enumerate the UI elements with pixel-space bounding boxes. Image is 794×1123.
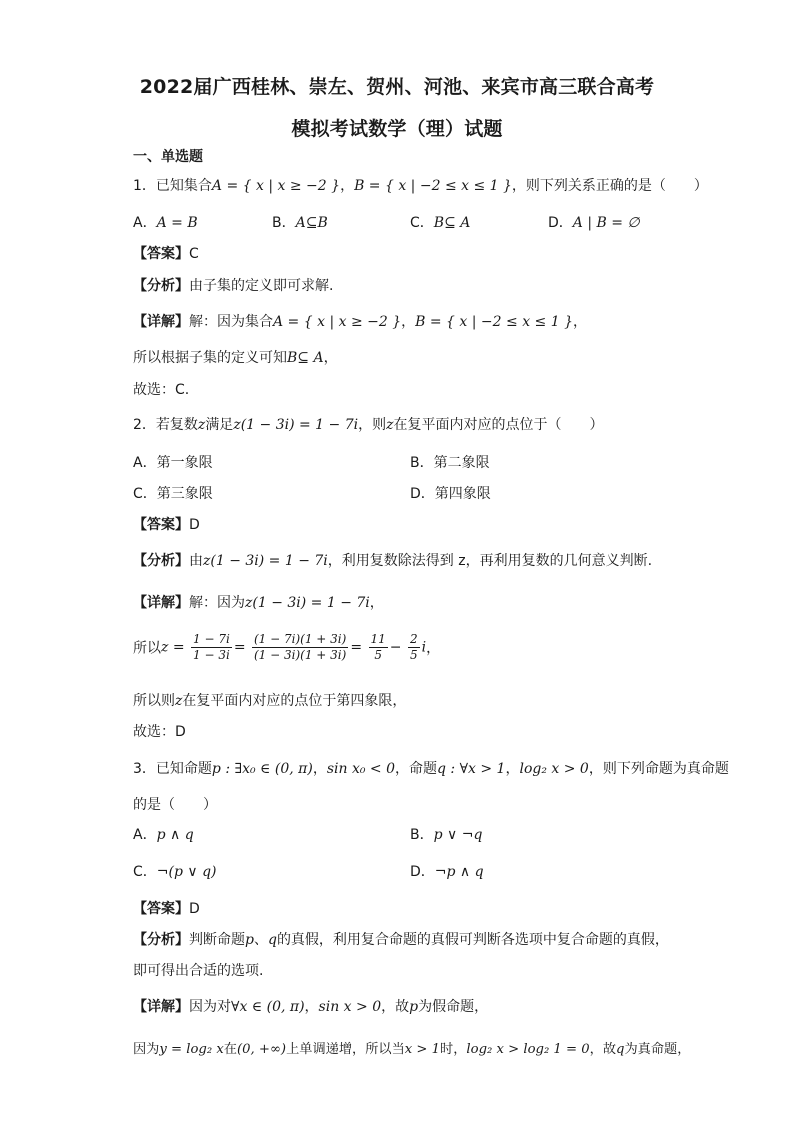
q3-stem (133, 760, 729, 778)
q2-fraction-line (133, 632, 440, 663)
detail-text: 为真命题， (624, 1042, 691, 1057)
equals-sign: = (350, 639, 363, 656)
answer-tag: 【答案】 (133, 901, 189, 917)
option-letter: B． (410, 827, 434, 843)
detail-math: sin x > 0 (318, 999, 382, 1015)
q2-choose: 故选：D (133, 724, 186, 740)
detail-text: ， (401, 314, 416, 330)
analysis-tag: 【分析】 (133, 553, 189, 569)
detail-math: log₂ x > log₂ 1 = 0 (466, 1042, 590, 1057)
q2-option-c: C．第三象限 (133, 486, 213, 502)
detail-math: B⊆ A (287, 350, 324, 366)
q1-set-a: A = { x | x ≥ −2 } (211, 178, 341, 194)
q1-detail-line2 (133, 349, 338, 367)
q1-set-b: B = { x | −2 ≤ x ≤ 1 } (354, 178, 512, 194)
q2-option-a: A．第一象限 (133, 455, 213, 471)
option-letter: D． (548, 215, 573, 231)
q3-detail-line2 (133, 1041, 690, 1059)
q1-option-a (133, 214, 198, 232)
fraction-3 (369, 632, 388, 663)
answer-tag: 【答案】 (133, 517, 189, 533)
detail-text: ， (323, 350, 338, 366)
fraction-2 (252, 632, 348, 663)
q2-answer (133, 516, 200, 534)
q2-option-d: D．第四象限 (410, 486, 491, 502)
option-letter: B． (272, 215, 296, 231)
denominator: (1 − 3i)(1 + 3i) (254, 648, 347, 662)
denominator: 5 (409, 648, 418, 662)
section-heading: 一、单选题 (133, 149, 203, 165)
stem-text: ， (505, 761, 520, 777)
stem-math: z(1 − 3i) = 1 − 7i (233, 417, 359, 433)
detail-text: 所以 (133, 640, 161, 657)
detail-text: 解：因为 (189, 595, 245, 611)
minus-sign: − (389, 639, 402, 656)
q1-choose: 故选：C. (133, 382, 190, 398)
stem-text: ，命题 (395, 761, 437, 777)
stem-math: p : ∃x₀ ∈ (0, π) (211, 761, 313, 777)
analysis-text: 由 (189, 553, 203, 569)
detail-text: 所以根据子集的定义可知 (133, 350, 287, 366)
detail-text: 因为对 (189, 999, 231, 1015)
q1-stem (133, 177, 708, 195)
stem-text: ， (312, 761, 327, 777)
detail-math: q (616, 1042, 625, 1057)
option-math: A⊆B (295, 215, 328, 231)
detail-text: ， (369, 595, 384, 611)
q1-answer (133, 245, 199, 263)
option-letter: C． (133, 864, 157, 880)
detail-text: 在 (223, 1042, 237, 1057)
fraction-4 (408, 632, 420, 663)
stem-math: sin x₀ < 0 (326, 761, 395, 777)
option-math: ¬p ∧ q (434, 864, 484, 880)
numerator: 2 (409, 632, 418, 646)
stem-math: z (386, 417, 394, 433)
doc-title-line1: 2022届广西桂林、崇左、贺州、河池、来宾市高三联合高考 (139, 76, 655, 98)
option-letter: D． (410, 864, 435, 880)
numerator: 1 − 7i (193, 632, 230, 646)
stem-math: log₂ x > 0 (519, 761, 589, 777)
option-letter: A． (133, 215, 157, 231)
detail-text: 时， (440, 1042, 467, 1057)
q2-detail (133, 594, 384, 612)
detail-tag: 【详解】 (133, 314, 189, 330)
detail-math: ∀x ∈ (0, π) (231, 999, 305, 1015)
detail-text: ，故 (381, 999, 410, 1015)
option-letter: C． (410, 215, 434, 231)
analysis-tag: 【分析】 (133, 932, 189, 948)
q2-conclusion (133, 692, 406, 710)
numerator: 11 (370, 632, 386, 646)
analysis-text: 的真假，利用复合命题的真假可判断各选项中复合命题的真假， (276, 932, 669, 948)
answer-value: D (189, 901, 200, 917)
detail-tag: 【详解】 (133, 595, 189, 611)
q3-detail (133, 998, 488, 1016)
stem-math: z (197, 417, 206, 433)
stem-text: ，则下列命题为真命题 (588, 761, 729, 777)
analysis-text: 判断命题 (189, 932, 245, 948)
q1-option-d (548, 214, 640, 232)
detail-text: 为假命题， (418, 999, 489, 1015)
detail-math: z (175, 693, 183, 709)
detail-math: A = { x | x ≥ −2 } (273, 314, 402, 330)
analysis-text: 由子集的定义即可求解. (189, 278, 334, 294)
stem-text: 在复平面内对应的点位于（ ） (393, 417, 604, 433)
analysis-math: q (267, 932, 277, 948)
equals-sign: = (233, 639, 246, 656)
answer-value: D (189, 517, 200, 533)
q3-analysis (133, 931, 669, 949)
imaginary-unit: i (421, 639, 427, 656)
option-math: p ∨ ¬q (433, 827, 483, 843)
doc-title-line2: 模拟考试数学（理）试题 (291, 118, 503, 140)
stem-math: q : ∀x > 1 (437, 761, 506, 777)
stem-text: 2．若复数 (133, 417, 198, 433)
analysis-text: 、 (253, 932, 268, 948)
q1-detail (133, 313, 587, 331)
q2-stem (133, 416, 603, 434)
q3-option-d (410, 863, 484, 881)
detail-math: p (409, 999, 419, 1015)
detail-tag: 【详解】 (133, 999, 189, 1015)
option-math: A | B = ∅ (572, 215, 640, 231)
q1-option-c (410, 214, 470, 232)
numerator: (1 − 7i)(1 + 3i) (254, 632, 347, 646)
option-math: A = B (156, 215, 198, 231)
q1-stem-b: ，则下列关系正确的是（ ） (511, 178, 708, 194)
analysis-math: p (245, 932, 254, 948)
option-math: p ∧ q (156, 827, 194, 843)
stem-text: 3．已知命题 (133, 761, 212, 777)
detail-math: z = (161, 639, 185, 656)
detail-text: ， (426, 640, 441, 657)
detail-math: y = log₂ x (159, 1042, 224, 1057)
detail-math: x > 1 (404, 1042, 441, 1057)
q3-stem-line2: 的是（ ） (133, 797, 217, 813)
detail-math: B = { x | −2 ≤ x ≤ 1 } (415, 314, 573, 330)
option-math: ¬(p ∨ q) (156, 864, 217, 880)
detail-text: 解：因为集合 (189, 314, 273, 330)
q3-option-a (133, 826, 194, 844)
stem-text: 满足 (205, 417, 234, 433)
q1-comma: ， (340, 178, 355, 194)
q1-analysis (133, 277, 333, 295)
detail-text: 因为 (133, 1042, 160, 1057)
q3-option-c (133, 863, 217, 881)
denominator: 5 (374, 648, 382, 662)
q2-analysis (133, 552, 652, 570)
answer-tag: 【答案】 (133, 246, 189, 262)
detail-math: z(1 − 3i) = 1 − 7i (245, 595, 370, 611)
detail-math: (0, +∞) (236, 1042, 287, 1057)
option-letter: A． (133, 827, 157, 843)
detail-text: ， (573, 314, 587, 330)
detail-text: 上单调递增，所以当 (286, 1042, 405, 1057)
q3-option-b (410, 826, 482, 844)
q3-analysis-line2: 即可得出合适的选项. (133, 963, 264, 979)
detail-text: 在复平面内对应的点位于第四象限， (182, 693, 407, 709)
stem-text: ，则 (358, 417, 387, 433)
option-math: B⊆ A (433, 215, 471, 231)
fraction-1 (191, 632, 232, 663)
analysis-tag: 【分析】 (133, 278, 189, 294)
q3-answer (133, 900, 200, 918)
detail-text: ，故 (589, 1042, 617, 1057)
analysis-math: z(1 − 3i) = 1 − 7i (203, 553, 328, 569)
q1-stem-a: 1．已知集合 (133, 178, 212, 194)
detail-text: ， (304, 999, 319, 1015)
q1-option-b (272, 214, 328, 232)
answer-value: C (189, 246, 199, 262)
analysis-text: ，利用复数除法得到 z，再利用复数的几何意义判断. (327, 553, 653, 569)
denominator: 1 − 3i (193, 648, 230, 662)
detail-text: 所以则 (133, 693, 175, 709)
q2-option-b: B．第二象限 (410, 455, 490, 471)
